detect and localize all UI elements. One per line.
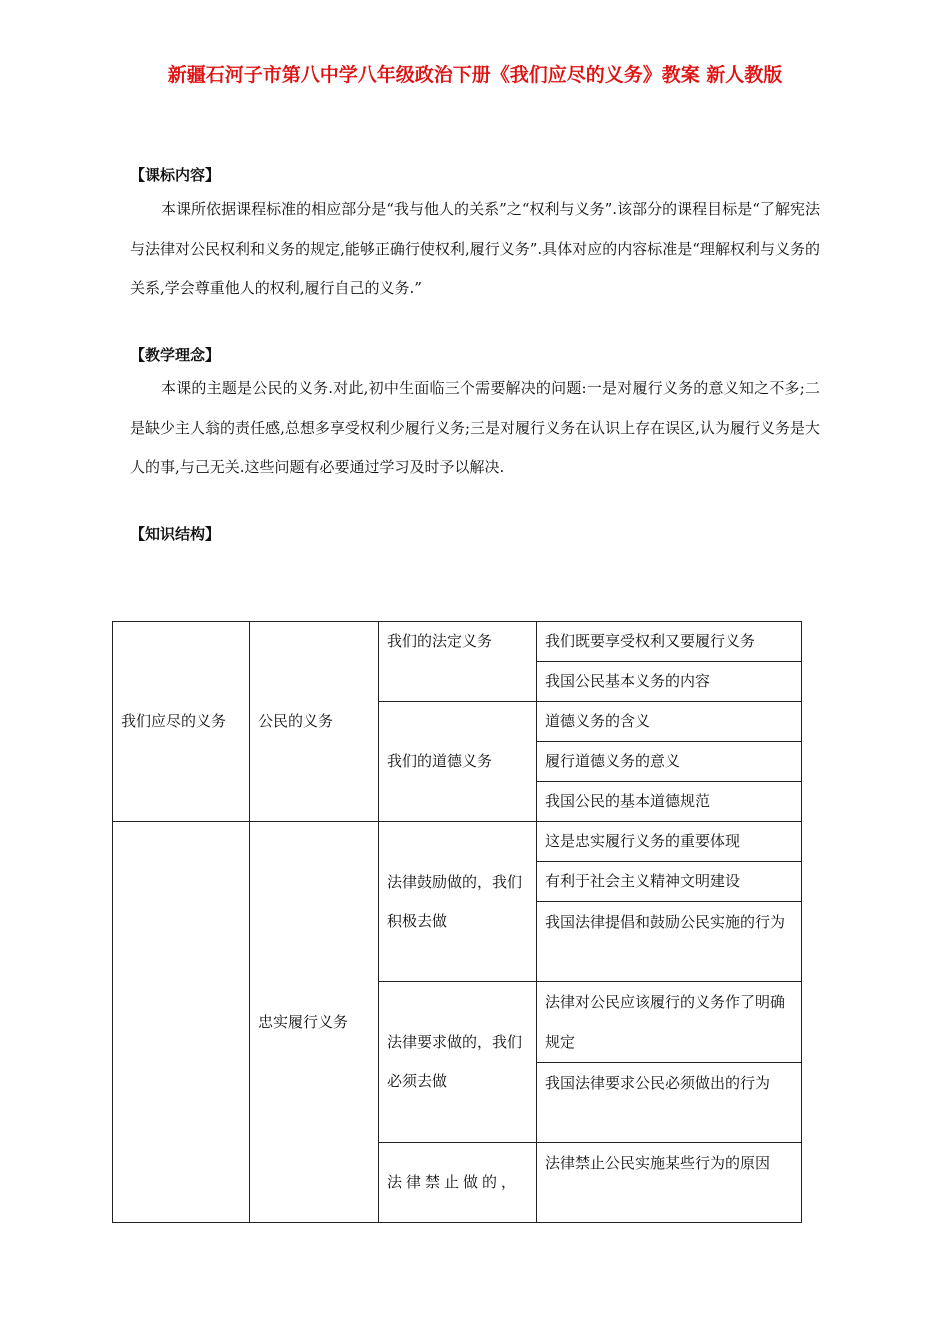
legal-duties-cell: 我们的法定义务: [379, 622, 537, 702]
item-cell: 这是忠实履行义务的重要体现: [537, 822, 802, 862]
branch-fulfill-duties-cell: 忠实履行义务: [250, 822, 379, 1223]
item-cell: 我国公民基本义务的内容: [537, 662, 802, 702]
section-text-philosophy: 本课的主题是公民的义务.对此,初中生面临三个需要解决的问题:一是对履行义务的意义知之不多;二是缺少主人翁的责任感,总想多享受权利少履行义务;三是对履行义务在认识上存在误区,认为履行义务是大人的事,与己无关.这些问题有必要通过学习及时予以解决.: [130, 379, 820, 476]
item-cell: 我国法律要求公民必须做出的行为: [537, 1063, 802, 1143]
section-text-curriculum: 本课所依据课程标准的相应部分是“我与他人的关系”之“权利与义务”.该部分的课程目标是“了解宪法与法律对公民权利和义务的规定,能够正确行使权利,履行义务”.具体对应的内容标准是“理解权利与义务的关系,学会尊重他人的权利,履行自己的义务.”: [130, 200, 820, 297]
item-cell: 法律禁止公民实施某些行为的原因: [537, 1143, 802, 1223]
prohibited-cell: 法律禁止做的，: [379, 1143, 537, 1223]
item-cell: 法律对公民应该履行的义务作了明确规定: [537, 982, 802, 1063]
root-topic-cell: 我们应尽的义务: [113, 622, 250, 822]
knowledge-structure-table: [112, 621, 802, 1223]
document-title: 新疆石河子市第八中学八年级政治下册《我们应尽的义务》教案 新人教版: [167, 64, 783, 86]
item-cell: 我国法律提倡和鼓励公民实施的行为: [537, 902, 802, 982]
encouraged-cell: 法律鼓励做的，我们积极去做: [379, 822, 537, 982]
section-heading-curriculum: 【课标内容】: [130, 166, 221, 184]
item-cell: 我们既要享受权利又要履行义务: [537, 622, 802, 662]
section-heading-philosophy: 【教学理念】: [130, 346, 221, 364]
item-cell: 我国公民的基本道德规范: [537, 782, 802, 822]
branch-citizen-duties-cell: 公民的义务: [250, 622, 379, 822]
item-cell: 道德义务的含义: [537, 702, 802, 742]
root-topic-continuation-cell: [113, 822, 250, 1223]
required-cell: 法律要求做的，我们必须去做: [379, 982, 537, 1143]
moral-duties-cell: 我们的道德义务: [379, 702, 537, 822]
item-cell: 有利于社会主义精神文明建设: [537, 862, 802, 902]
section-heading-knowledge-structure: 【知识结构】: [130, 525, 221, 543]
item-cell: 履行道德义务的意义: [537, 742, 802, 782]
